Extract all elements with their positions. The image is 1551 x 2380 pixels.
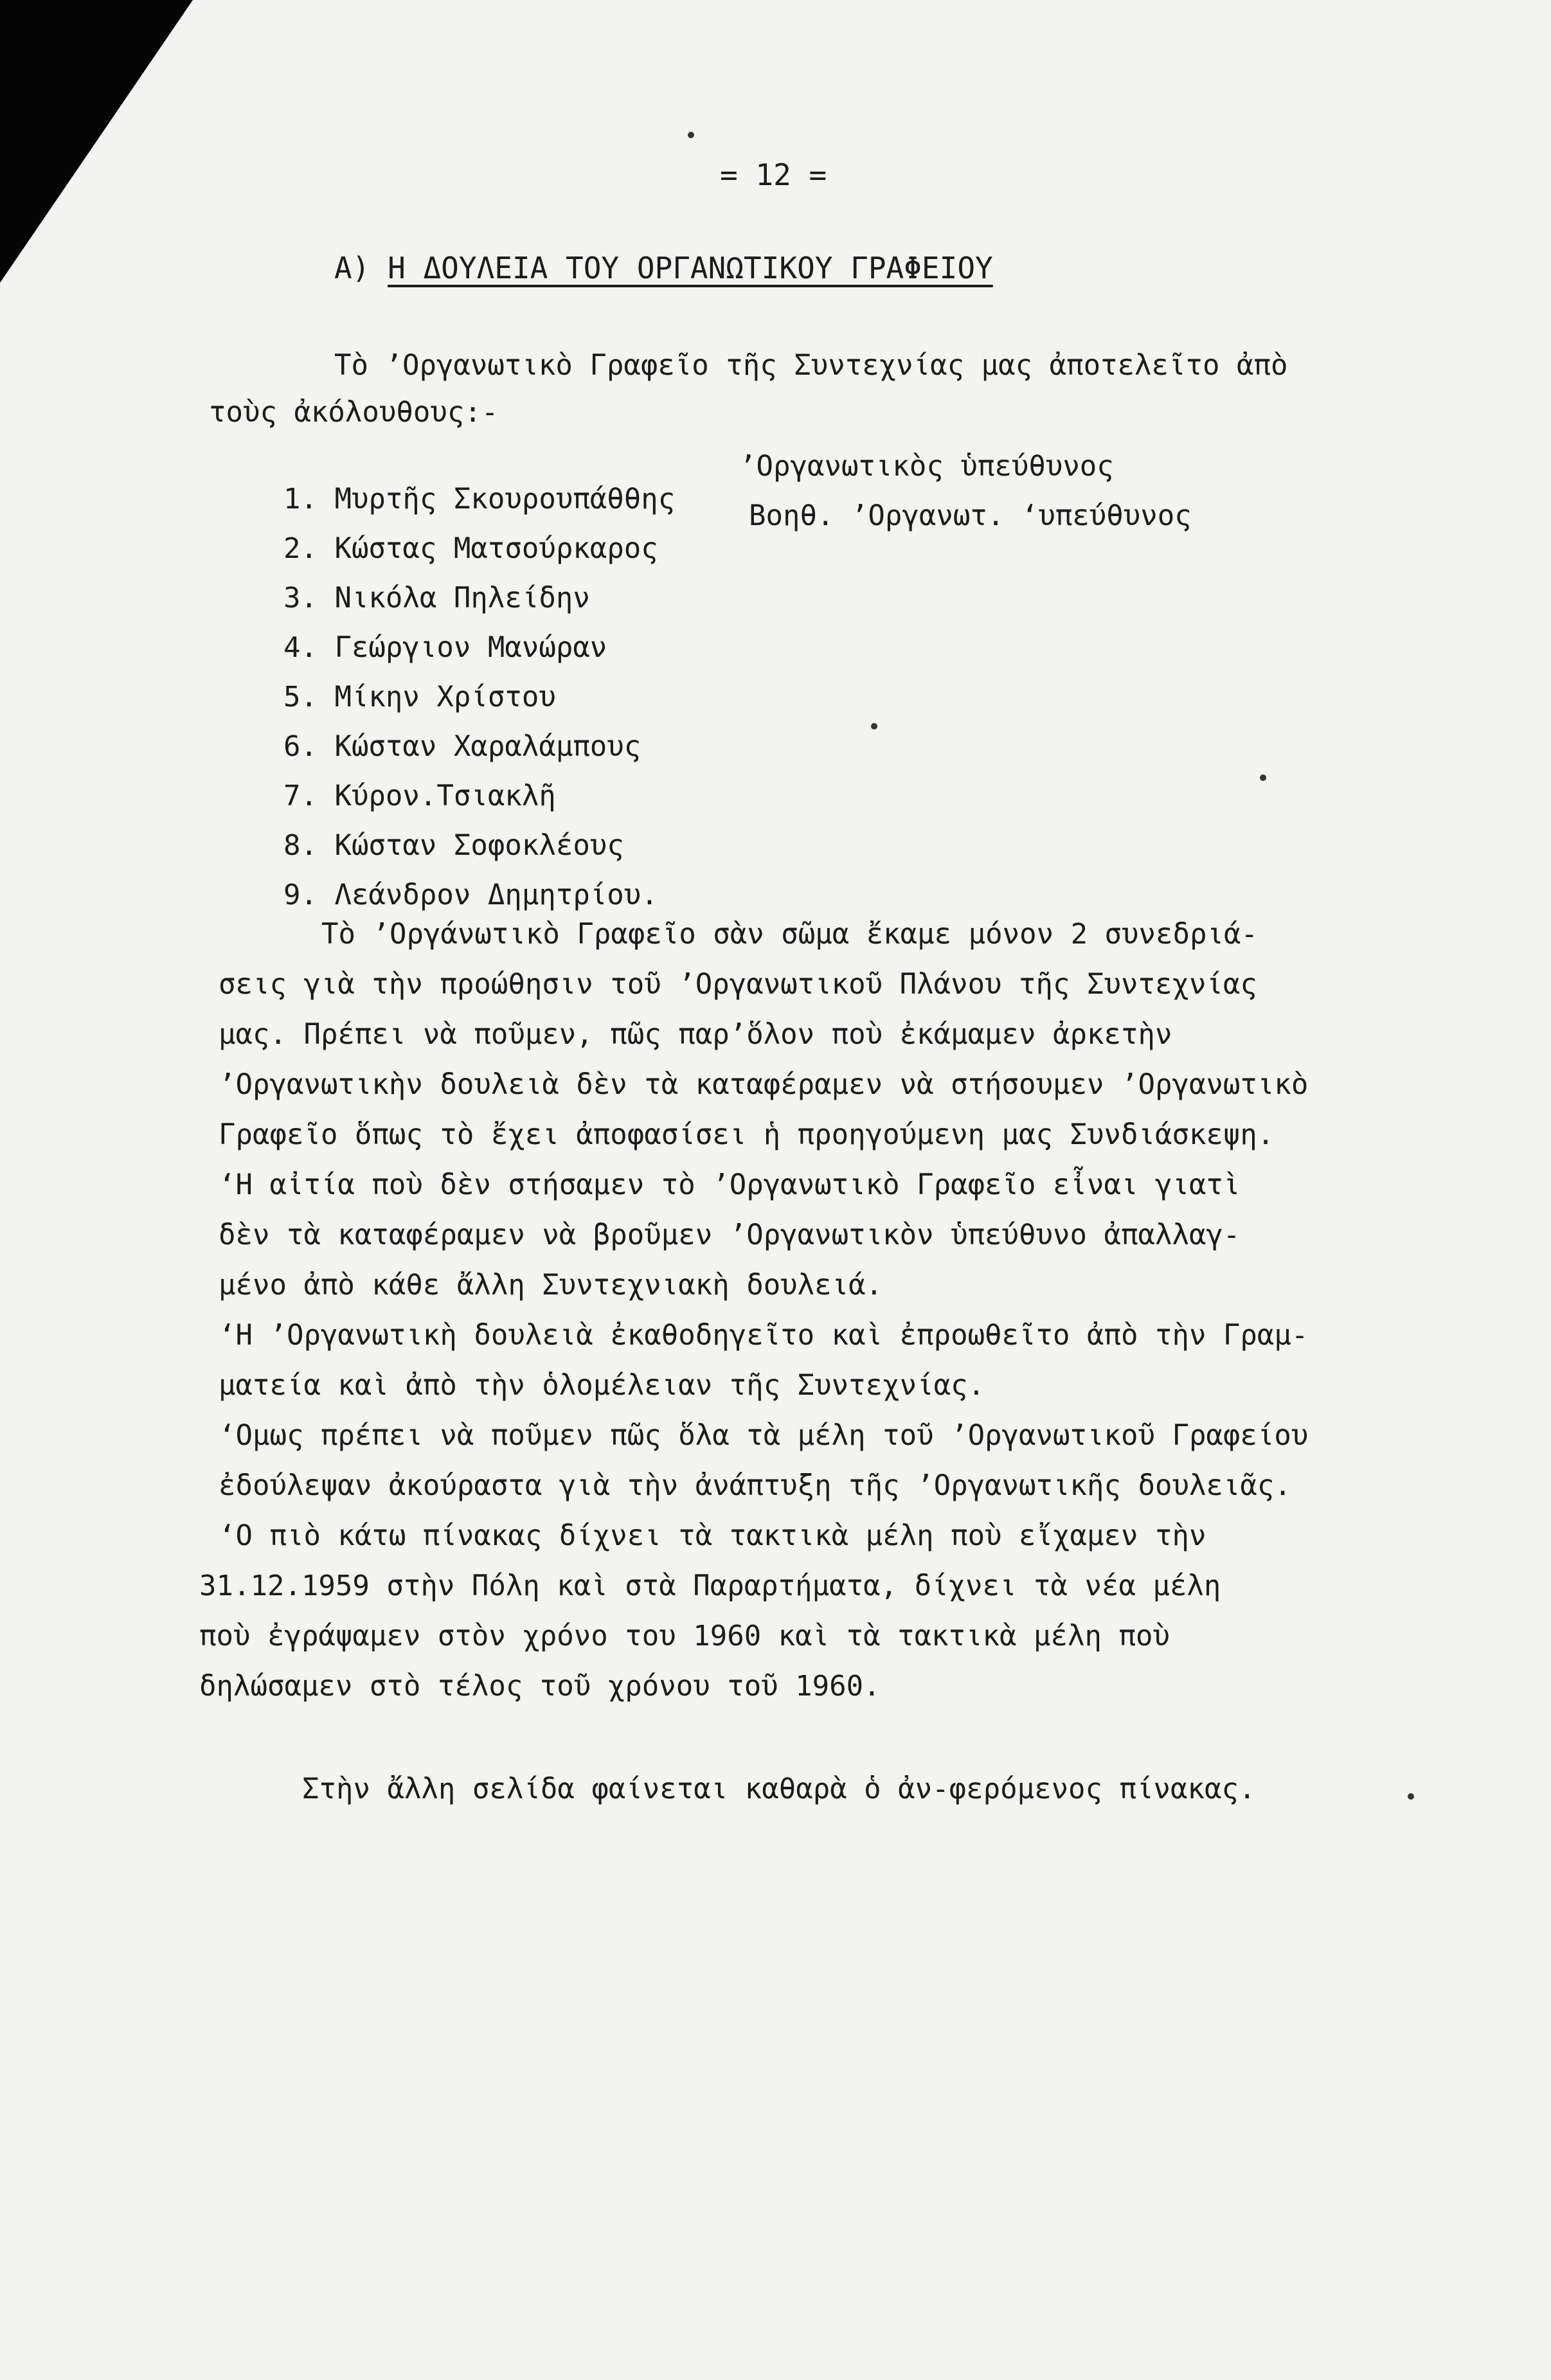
body-line: μας. Πρέπει νὰ ποῦμεν, πῶς παρ’ὅλον ποὺ ἐκάμαμεν ἀρκετὴν [219, 1018, 1172, 1051]
closing-note: Στὴν ἄλλη σελίδα φαίνεται καθαρὰ ὁ ἀν-φερόμενος πίνακας. [302, 1773, 1256, 1805]
body-line: μένο ἀπὸ κάθε ἄλλη Συντεχνιακὴ δουλειά. [219, 1269, 883, 1302]
list-item: 2. Κώστας Ματσούρκαρος [283, 532, 658, 565]
body-line: ‘Η αἰτία ποὺ δὲν στήσαμεν τὸ ’Οργανωτικὸ Γραφεῖο εἶναι γιατὶ [219, 1168, 1241, 1201]
list-item: 4. Γεώργιον Μανώραν [283, 631, 607, 664]
body-line: δηλώσαμεν στὸ τέλος τοῦ χρόνου τοῦ 1960. [199, 1670, 881, 1703]
body-line: ἐδούλεψαν ἀκούραστα γιὰ τὴν ἀνάπτυξη τῆς ’Οργανωτικῆς δουλειᾶς. [219, 1469, 1291, 1502]
list-item: 8. Κώσταν Σοφοκλέους [283, 829, 624, 862]
member-role: Βοηθ. ’Οργανωτ. ‘υπεύθυνος [749, 499, 1192, 532]
body-line: Τὸ ’Οργάνωτικὸ Γραφεῖο σὰν σῶμα ἔκαμε μόνον 2 συνεδριά- [321, 918, 1258, 951]
speck [1260, 774, 1266, 781]
list-item: 6. Κώσταν Χαραλάμπους [283, 730, 641, 763]
body-line: Γραφεῖο ὅπως τὸ ἔχει ἀποφασίσει ἡ προηγούμενη μας Συνδιάσκεψη. [219, 1118, 1275, 1151]
list-item: 9. Λεάνδρον Δημητρίου. [283, 879, 658, 911]
body-line: δὲν τὰ καταφέραμεν νὰ βροῦμεν ’Οργανωτικὸν ὑπεύθυνο ἀπαλλαγ- [219, 1219, 1241, 1251]
body-line: ‘Ομως πρέπει νὰ ποῦμεν πῶς ὅλα τὰ μέλη τοῦ ’Οργανωτικοῦ Γραφείου [219, 1419, 1309, 1452]
list-item: 5. Μίκην Χρίστου [283, 681, 556, 713]
body-line: ‘Ο πιὸ κάτω πίνακας δίχνει τὰ τακτικὰ μέλη ποὺ εἴχαμεν τὴν [219, 1519, 1206, 1552]
list-item: 7. Κύρον.Τσιακλῆ [283, 780, 556, 812]
intro-line-1: Τὸ ’Οργανωτικὸ Γραφεῖο τῆς Συντεχνίας μας ἀποτελεῖτο ἀπὸ [334, 349, 1288, 382]
speck [688, 132, 694, 138]
body-line: σεις γιὰ τὴν προώθησιν τοῦ ’Οργανωτικοῦ Πλάνου τῆς Συντεχνίας [219, 968, 1257, 1001]
body-line: ‘Η ’Οργανωτικὴ δουλειὰ ἐκαθοδηγεῖτο καὶ ἐπροωθεῖτο ἀπὸ τὴν Γραμ- [219, 1319, 1309, 1352]
speck [871, 723, 877, 729]
scan-shadow-corner [0, 0, 193, 283]
speck [1408, 1793, 1414, 1800]
body-line: 31.12.1959 στὴν Πόλη καὶ στὰ Παραρτήματα, δίχνει τὰ νέα μέλη [199, 1570, 1221, 1602]
list-item: 1. Μυρτῆς Σκουρουπάθθης [283, 483, 676, 515]
section-heading [334, 251, 993, 285]
body-line: ποὺ ἐγράψαμεν στὸν χρόνο του 1960 καὶ τὰ τακτικὰ μέλη ποὺ [199, 1620, 1170, 1652]
page-number: = 12 = [720, 157, 827, 192]
body-line: ματεία καὶ ἀπὸ τὴν ὁλομέλειαν τῆς Συντεχνίας. [219, 1369, 985, 1402]
member-role: ’Οργανωτικὸς ὑπεύθυνος [739, 450, 1114, 483]
heading-title: Η ΔΟΥΛΕΙΑ ΤΟΥ ΟΡΓΑΝΩΤΙΚΟΥ ΓΡΑΦΕΙΟΥ [388, 251, 993, 285]
list-item: 3. Νικόλα Πηλείδην [283, 582, 590, 614]
intro-line-2: τοὺς ἀκόλουθους:- [209, 396, 499, 429]
heading-prefix: A) [334, 251, 370, 285]
body-line: ’Οργανωτικὴν δουλειὰ δὲν τὰ καταφέραμεν νὰ στήσουμεν ’Οργανωτικὸ [219, 1068, 1309, 1101]
